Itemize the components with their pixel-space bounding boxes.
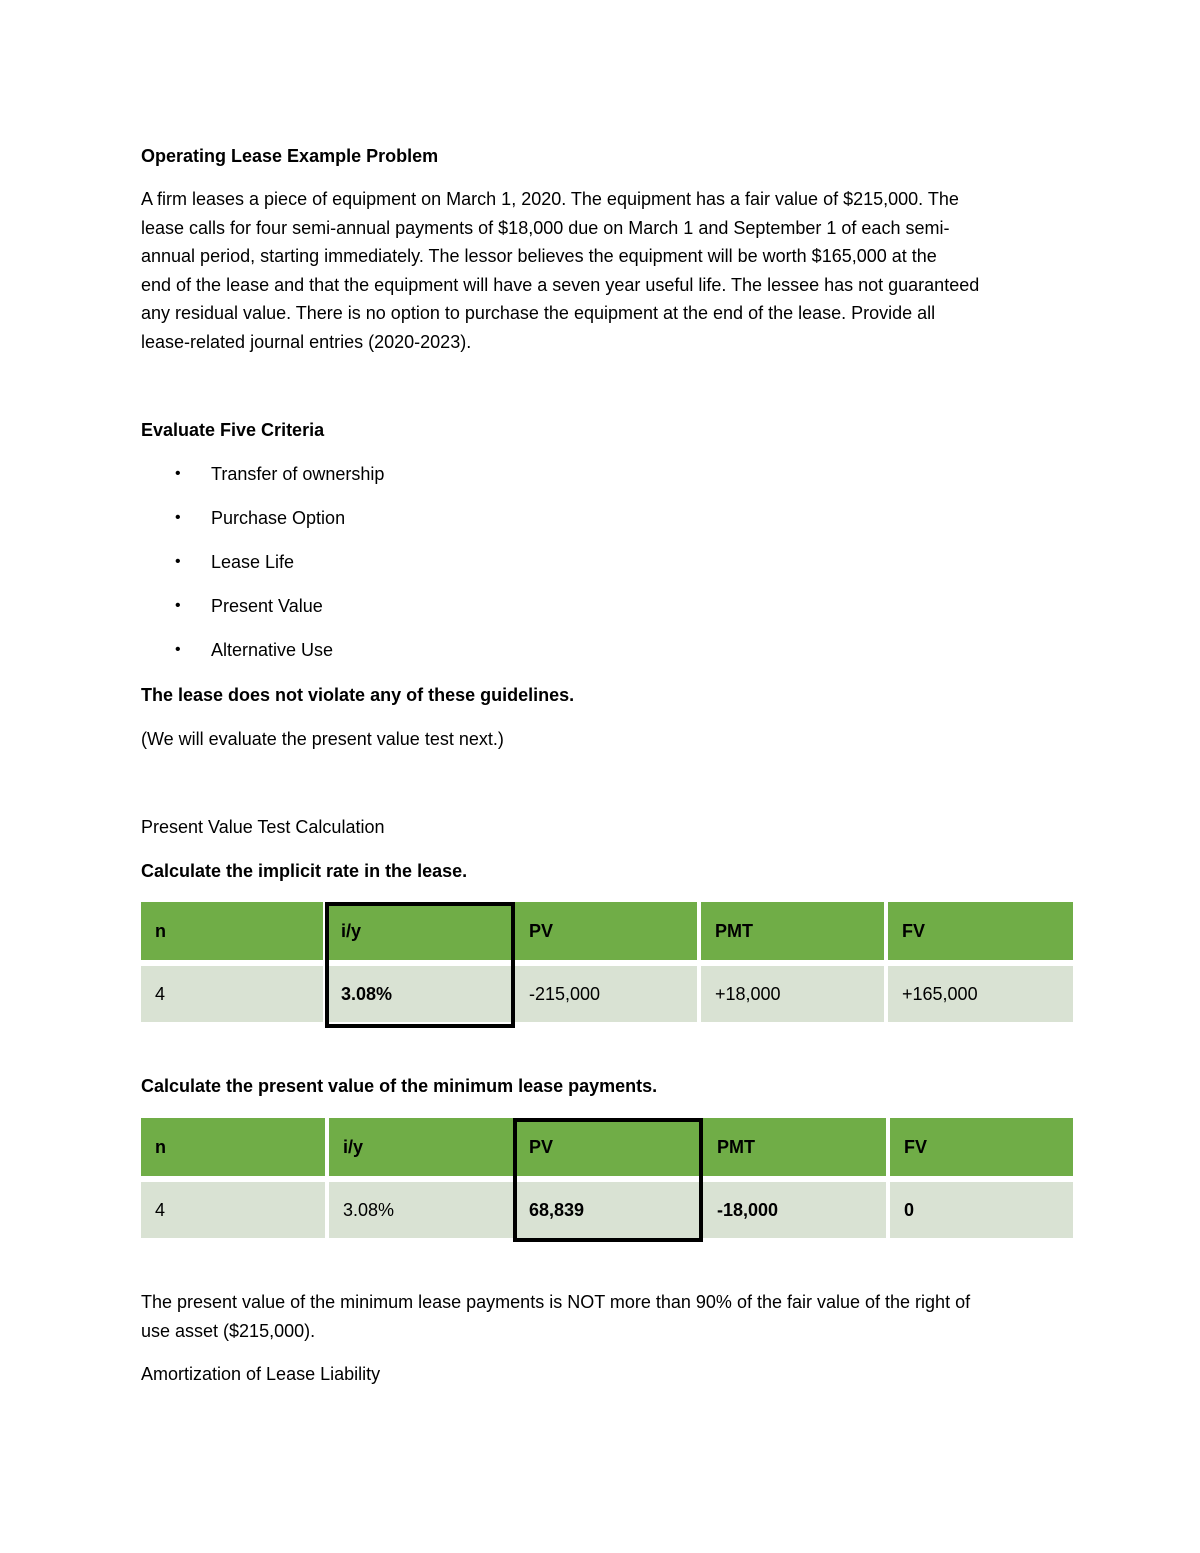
header-cell: PMT [703, 1118, 886, 1176]
value-cell: 4 [141, 1182, 325, 1238]
pv-test-heading: Present Value Test Calculation [141, 817, 385, 837]
list-item: • Lease Life [141, 548, 384, 592]
value-cell: +165,000 [888, 966, 1073, 1022]
present-value-table [141, 1118, 1073, 1240]
header-cell: FV [890, 1118, 1073, 1176]
problem-line: lease-related journal entries (2020-2023). [141, 331, 472, 352]
criteria-conclusion: The lease does not violate any of these guidelines. [141, 685, 575, 705]
value-cell: 0 [890, 1182, 1073, 1238]
header-cell: PV [515, 1118, 699, 1176]
value-cell: +18,000 [701, 966, 884, 1022]
table2-caption: Calculate the present value of the minimum lease payments. [141, 1076, 658, 1096]
value-cell: -215,000 [515, 966, 697, 1022]
list-item: • Present Value [141, 592, 384, 636]
problem-line: A firm leases a piece of equipment on March 1, 2020. The equipment has a fair value of $215,000. The [141, 189, 959, 209]
list-item: • Alternative Use [141, 636, 384, 680]
conclusion-line: use asset ($215,000). [141, 1321, 316, 1341]
amortization-heading: Amortization of Lease Liability [141, 1364, 381, 1384]
header-cell: i/y [329, 1118, 513, 1176]
problem-line: any residual value. There is no option to purchase the equipment at the end of the lease. Provide all [141, 303, 936, 324]
highlight-box [513, 1118, 703, 1242]
header-cell: n [141, 1118, 325, 1176]
problem-line: end of the lease and that the equipment will have a seven year useful life. The lessee has not guaranteed [141, 274, 980, 295]
value-cell: -18,000 [703, 1182, 886, 1238]
list-item: • Purchase Option [141, 504, 384, 548]
conclusion-line: The present value of the minimum lease payments is NOT more than 90% of the fair value of the right of [141, 1292, 971, 1312]
problem-line: lease calls for four semi-annual payments of $18,000 due on March 1 and September 1 of each semi- [141, 217, 950, 238]
problem-line: annual period, starting immediately. The lessor believes the equipment will be worth $165,000 at the [141, 246, 937, 267]
value-cell: 3.08% [327, 966, 511, 1022]
highlight-box [325, 902, 515, 1028]
criteria-heading: Evaluate Five Criteria [141, 420, 325, 440]
value-cell: 68,839 [515, 1182, 699, 1238]
implicit-rate-table [141, 902, 1073, 1026]
header-cell: i/y [327, 902, 511, 960]
header-cell: FV [888, 902, 1073, 960]
criteria-note: (We will evaluate the present value test next.) [141, 729, 504, 749]
criteria-list [141, 460, 384, 680]
value-cell: 3.08% [329, 1182, 513, 1238]
table1-caption: Calculate the implicit rate in the lease. [141, 861, 468, 881]
page-title: Operating Lease Example Problem [141, 146, 439, 166]
problem-statement [141, 185, 1071, 357]
header-cell: n [141, 902, 323, 960]
header-cell: PMT [701, 902, 884, 960]
value-cell: 4 [141, 966, 323, 1022]
header-cell: PV [515, 902, 697, 960]
list-item: • Transfer of ownership [141, 460, 384, 504]
